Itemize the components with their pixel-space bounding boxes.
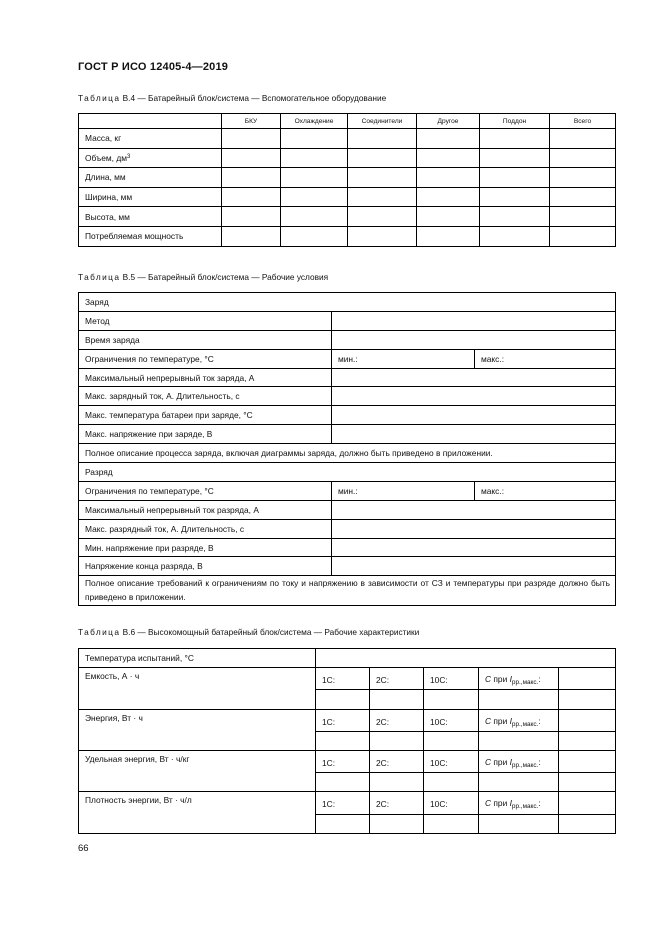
- value-cell: [479, 690, 559, 709]
- value-cell: [424, 814, 479, 833]
- value-cell: [550, 187, 616, 207]
- row-label-text: Объем, дм: [85, 152, 127, 163]
- i-symbol: I: [509, 715, 512, 726]
- value-cell: [550, 207, 616, 227]
- row-label: Ограничения по температуре, °С: [79, 349, 332, 368]
- table-b4-col-header: Поддон: [480, 114, 550, 129]
- c-symbol: С: [485, 757, 492, 768]
- value-cell: [332, 519, 616, 538]
- c-rate-cell: 1С:: [316, 792, 370, 814]
- section-row: [79, 293, 616, 312]
- table-row: [79, 519, 616, 538]
- table-b5-caption: [78, 272, 328, 282]
- c-at-imax-cell: [479, 792, 559, 814]
- value-cell: [281, 168, 348, 188]
- value-cell: [370, 690, 424, 709]
- c-rate-cell: 2С:: [370, 668, 424, 690]
- value-cell: [316, 690, 370, 709]
- value-cell: [417, 207, 480, 227]
- c-rate-cell: 10С:: [424, 750, 479, 772]
- i-symbol: I: [509, 674, 512, 685]
- value-cell: [424, 690, 479, 709]
- table-b6-caption-label: Таблица: [78, 627, 121, 637]
- value-cell: [348, 207, 417, 227]
- table-row: [79, 481, 616, 500]
- table-b5-caption-text: В.5 — Батарейный блок/система — Рабочие условия: [120, 272, 329, 282]
- table-row: [79, 226, 616, 246]
- value-cell: [559, 668, 616, 690]
- value-cell: [417, 129, 480, 149]
- value-cell: [559, 773, 616, 792]
- value-cell: [332, 500, 616, 519]
- value-cell: [370, 731, 424, 750]
- c-rate-cell: 10С:: [424, 792, 479, 814]
- value-cell: [424, 773, 479, 792]
- value-cell: [550, 168, 616, 188]
- c-rate-cell: 10С:: [424, 709, 479, 731]
- section-row: [79, 463, 616, 482]
- row-label: Макс. напряжение при заряде, В: [79, 425, 332, 444]
- table-b5: [78, 292, 616, 606]
- table-b4-col-header: БКУ: [222, 114, 281, 129]
- value-cell: [332, 368, 616, 387]
- param-label: Плотность энергии, Вт · ч/л: [79, 792, 316, 833]
- table-row: [79, 187, 616, 207]
- row-label: Время заряда: [79, 330, 332, 349]
- value-cell: [222, 168, 281, 188]
- value-cell: [417, 226, 480, 246]
- table-row: [79, 538, 616, 557]
- value-cell: [281, 226, 348, 246]
- row-label: Масса, кг: [79, 129, 222, 149]
- value-cell: [417, 187, 480, 207]
- row-label: Напряжение конца разряда, В: [79, 557, 332, 576]
- c-rate-cell: 2С:: [370, 792, 424, 814]
- c-at-text: при: [491, 798, 510, 809]
- c-rate-cell: 1С:: [316, 709, 370, 731]
- value-cell: [550, 226, 616, 246]
- value-cell: [332, 557, 616, 576]
- table-row: [79, 668, 616, 690]
- value-cell: [424, 731, 479, 750]
- value-cell: [332, 406, 616, 425]
- value-cell: [559, 709, 616, 731]
- row-label: Ширина, мм: [79, 187, 222, 207]
- param-label: Удельная энергия, Вт · ч/кг: [79, 750, 316, 791]
- colon: :: [538, 798, 541, 809]
- row-label: Ограничения по температуре, °С: [79, 481, 332, 500]
- table-row: [79, 349, 616, 368]
- table-row: [79, 168, 616, 188]
- section-charge-title: Заряд: [79, 293, 616, 312]
- table-row: [79, 129, 616, 149]
- row-label: Длина, мм: [79, 168, 222, 188]
- value-cell: [550, 129, 616, 149]
- value-cell: [480, 129, 550, 149]
- row-label: Макс. зарядный ток, А. Длительность, с: [79, 387, 332, 406]
- table-row: [79, 330, 616, 349]
- document-code: ГОСТ Р ИСО 12405-4—2019: [78, 61, 229, 73]
- c-symbol: С: [485, 798, 492, 809]
- row-label: Высота, мм: [79, 207, 222, 227]
- row-label: Метод: [79, 311, 332, 330]
- value-cell: [559, 690, 616, 709]
- table-row: [79, 649, 616, 668]
- row-label: Макс. разрядный ток, А. Длительность, с: [79, 519, 332, 538]
- i-subscript: рр.,макс.: [511, 679, 539, 687]
- value-cell: [480, 148, 550, 168]
- value-cell: [480, 226, 550, 246]
- note-row: [79, 444, 616, 463]
- value-cell: [222, 226, 281, 246]
- table-b4-caption: [78, 93, 386, 103]
- value-cell: [316, 731, 370, 750]
- row-label: Макс. температура батареи при заряде, °С: [79, 406, 332, 425]
- table-b4: [78, 113, 616, 247]
- value-cell: [370, 773, 424, 792]
- row-label: Максимальный непрерывный ток разряда, А: [79, 500, 332, 519]
- note-row: [79, 576, 616, 606]
- c-at-imax-cell: [479, 750, 559, 772]
- table-b6: [78, 648, 616, 834]
- c-rate-cell: 2С:: [370, 709, 424, 731]
- value-cell: [222, 207, 281, 227]
- table-row: [79, 387, 616, 406]
- table-b4-col-header: Другое: [417, 114, 480, 129]
- value-cell: [559, 792, 616, 814]
- c-rate-cell: 1С:: [316, 750, 370, 772]
- table-b4-header-empty: [79, 114, 222, 129]
- row-label-superscript: 3: [126, 153, 131, 160]
- table-b5-caption-label: Таблица: [78, 272, 121, 282]
- colon: :: [538, 674, 541, 685]
- table-b4-header-row: [79, 114, 616, 129]
- table-row: [79, 792, 616, 814]
- max-cell: макс.:: [475, 349, 616, 368]
- c-at-text: при: [491, 715, 510, 726]
- min-cell: мин.:: [332, 349, 475, 368]
- value-cell: [348, 129, 417, 149]
- i-symbol: I: [509, 757, 512, 768]
- value-cell: [417, 168, 480, 188]
- c-symbol: С: [485, 674, 492, 685]
- value-cell: [479, 814, 559, 833]
- value-cell: [316, 649, 616, 668]
- c-at-imax-cell: [479, 709, 559, 731]
- c-at-text: при: [491, 757, 510, 768]
- max-cell: макс.:: [475, 481, 616, 500]
- value-cell: [348, 226, 417, 246]
- value-cell: [480, 207, 550, 227]
- table-b6-caption-text: В.6 — Высокомощный батарейный блок/система — Рабочие характеристики: [120, 627, 420, 637]
- table-row: [79, 750, 616, 772]
- param-label: Емкость, А · ч: [79, 668, 316, 709]
- min-cell: мин.:: [332, 481, 475, 500]
- value-cell: [316, 773, 370, 792]
- table-b4-col-header: Всего: [550, 114, 616, 129]
- c-at-text: при: [491, 674, 510, 685]
- i-symbol: I: [509, 798, 512, 809]
- value-cell: [479, 731, 559, 750]
- row-label: Максимальный непрерывный ток заряда, А: [79, 368, 332, 387]
- c-symbol: С: [485, 715, 492, 726]
- i-subscript: рр.,макс.: [511, 720, 539, 728]
- value-cell: [316, 814, 370, 833]
- colon: :: [538, 757, 541, 768]
- value-cell: [559, 731, 616, 750]
- table-row: [79, 148, 616, 168]
- value-cell: [348, 168, 417, 188]
- row-label: Температура испытаний, °С: [79, 649, 316, 668]
- value-cell: [559, 750, 616, 772]
- table-row: [79, 425, 616, 444]
- table-b6-caption: [78, 627, 419, 637]
- value-cell: [332, 387, 616, 406]
- value-cell: [281, 129, 348, 149]
- value-cell: [480, 168, 550, 188]
- i-subscript: рр.,макс.: [511, 762, 539, 770]
- section-discharge-title: Разряд: [79, 463, 616, 482]
- c-rate-cell: 10С:: [424, 668, 479, 690]
- table-row: [79, 406, 616, 425]
- table-row: [79, 557, 616, 576]
- value-cell: [348, 187, 417, 207]
- table-row: [79, 500, 616, 519]
- c-rate-cell: 1С:: [316, 668, 370, 690]
- table-row: [79, 207, 616, 227]
- page-number: 66: [78, 843, 89, 854]
- table-b4-caption-label: Таблица: [78, 93, 121, 103]
- value-cell: [479, 773, 559, 792]
- value-cell: [480, 187, 550, 207]
- i-subscript: рр.,макс.: [511, 803, 539, 811]
- table-b4-col-header: Охлаждение: [281, 114, 348, 129]
- table-b4-caption-text: В.4 — Батарейный блок/система — Вспомогательное оборудование: [120, 93, 387, 103]
- discharge-note: Полное описание требований к ограничениям по току и напряжению в зависимости от СЗ и температуры при разряде должно быть приведено в приложении.: [79, 576, 616, 606]
- value-cell: [222, 187, 281, 207]
- param-label: Энергия, Вт · ч: [79, 709, 316, 750]
- value-cell: [222, 148, 281, 168]
- value-cell: [222, 129, 281, 149]
- table-b4-col-header: Соединители: [348, 114, 417, 129]
- row-label: [79, 148, 222, 168]
- value-cell: [550, 148, 616, 168]
- value-cell: [332, 425, 616, 444]
- value-cell: [348, 148, 417, 168]
- c-rate-cell: 2С:: [370, 750, 424, 772]
- value-cell: [332, 311, 616, 330]
- value-cell: [332, 538, 616, 557]
- colon: :: [538, 715, 541, 726]
- c-at-imax-cell: [479, 668, 559, 690]
- value-cell: [281, 148, 348, 168]
- table-row: [79, 709, 616, 731]
- row-label: Потребляемая мощность: [79, 226, 222, 246]
- table-row: [79, 311, 616, 330]
- value-cell: [370, 814, 424, 833]
- row-label: Мин. напряжение при разряде, В: [79, 538, 332, 557]
- value-cell: [559, 814, 616, 833]
- value-cell: [281, 207, 348, 227]
- table-row: [79, 368, 616, 387]
- value-cell: [281, 187, 348, 207]
- charge-note: Полное описание процесса заряда, включая диаграммы заряда, должно быть приведено в приложении.: [79, 444, 616, 463]
- value-cell: [332, 330, 616, 349]
- value-cell: [417, 148, 480, 168]
